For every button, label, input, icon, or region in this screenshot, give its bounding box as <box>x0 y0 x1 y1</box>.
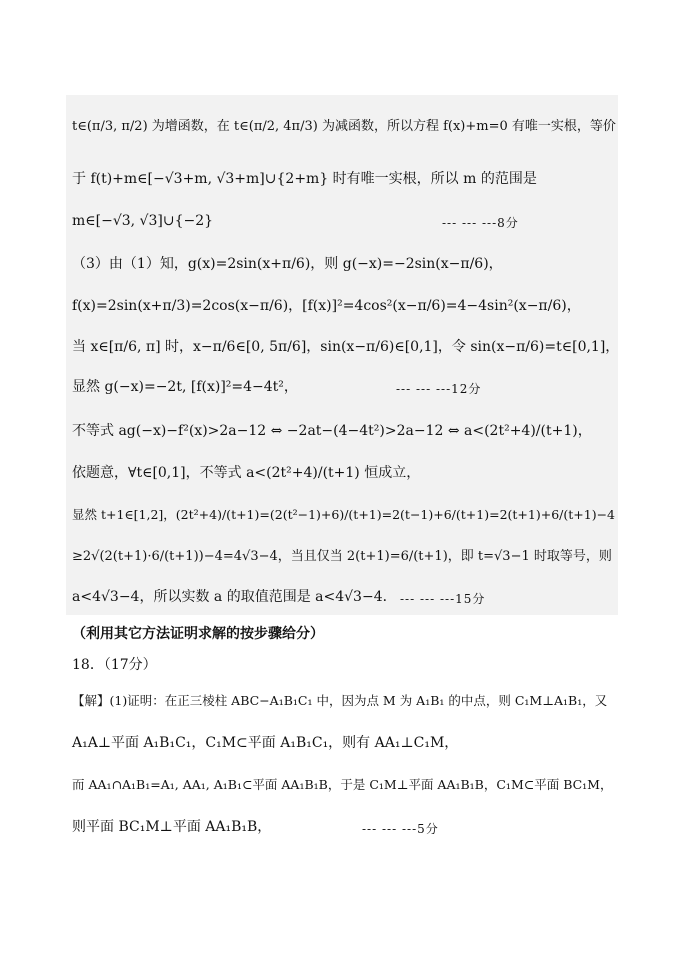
solution-line-4: （3）由（1）知，g(x)=2sin(x+π/6)，则 g(−x)=−2sin(x−π/6)， <box>72 256 503 272</box>
score-8: --- --- ---8分 <box>442 216 519 230</box>
score-5: --- --- ---5分 <box>362 822 439 836</box>
solution-line-3: m∈[−√3, √3]∪{−2} <box>72 213 214 229</box>
solution-line-1: t∈(π/3, π/2) 为增函数，在 t∈(π/2, 4π/3) 为减函数，所以方程 f(x)+m=0 有唯一实根，等价 <box>72 119 616 134</box>
solution-line-10: 显然 t+1∈[1,2]，(2t²+4)/(t+1)=(2(t²−1)+6)/(t+1)=2(t−1)+6/(t+1)=2(t+1)+6/(t+1)−4 <box>72 507 615 522</box>
solution-line-2: 于 f(t)+m∈[−√3+m, √3+m]∪{2+m} 时有唯一实根，所以 m 的范围是 <box>72 171 537 187</box>
solution-line-6: 当 x∈[π/6, π] 时，x−π/6∈[0, 5π/6]，sin(x−π/6)∈[0,1]，令 sin(x−π/6)=t∈[0,1]， <box>72 339 620 355</box>
solution-line-5: f(x)=2sin(x+π/3)=2cos(x−π/6)，[f(x)]²=4cos²(x−π/6)=4−4sin²(x−π/6)， <box>72 298 581 314</box>
score-15: --- --- ---15分 <box>400 592 486 606</box>
solution-line-8: 不等式 ag(−x)−f²(x)>2a−12 ⇔ −2at−(4−4t²)>2a−12 ⇔ a<(2t²+4)/(t+1)， <box>72 423 592 439</box>
score-12: --- --- ---12分 <box>396 382 482 396</box>
solution-line-11: ≥2√(2(t+1)·6/(t+1))−4=4√3−4，当且仅当 2(t+1)=6/(t+1)，即 t=√3−1 时取等号，则 <box>72 549 612 564</box>
q18-line-3: 而 AA₁∩A₁B₁=A₁, AA₁, A₁B₁⊂平面 AA₁B₁B，于是 C₁M⊥平面 AA₁B₁B，C₁M⊂平面 BC₁M， <box>72 777 613 792</box>
question-18-heading: 18．（17分） <box>72 657 157 673</box>
grading-note: （利用其它方法证明求解的按步骤给分） <box>72 626 324 642</box>
q18-line-1: 【解】(1)证明：在正三棱柱 ABC−A₁B₁C₁ 中，因为点 M 为 A₁B₁ 的中点，则 C₁M⊥A₁B₁，又 <box>72 693 608 708</box>
solution-line-12: a<4√3−4，所以实数 a 的取值范围是 a<4√3−4． <box>72 589 397 605</box>
q18-line-2: A₁A⊥平面 A₁B₁C₁，C₁M⊂平面 A₁B₁C₁，则有 AA₁⊥C₁M， <box>72 735 459 751</box>
solution-line-7: 显然 g(−x)=−2t, [f(x)]²=4−4t²， <box>72 379 298 395</box>
q18-line-4: 则平面 BC₁M⊥平面 AA₁B₁B， <box>72 819 272 835</box>
solution-line-9: 依题意，∀t∈[0,1]，不等式 a<(2t²+4)/(t+1) 恒成立， <box>72 465 421 481</box>
